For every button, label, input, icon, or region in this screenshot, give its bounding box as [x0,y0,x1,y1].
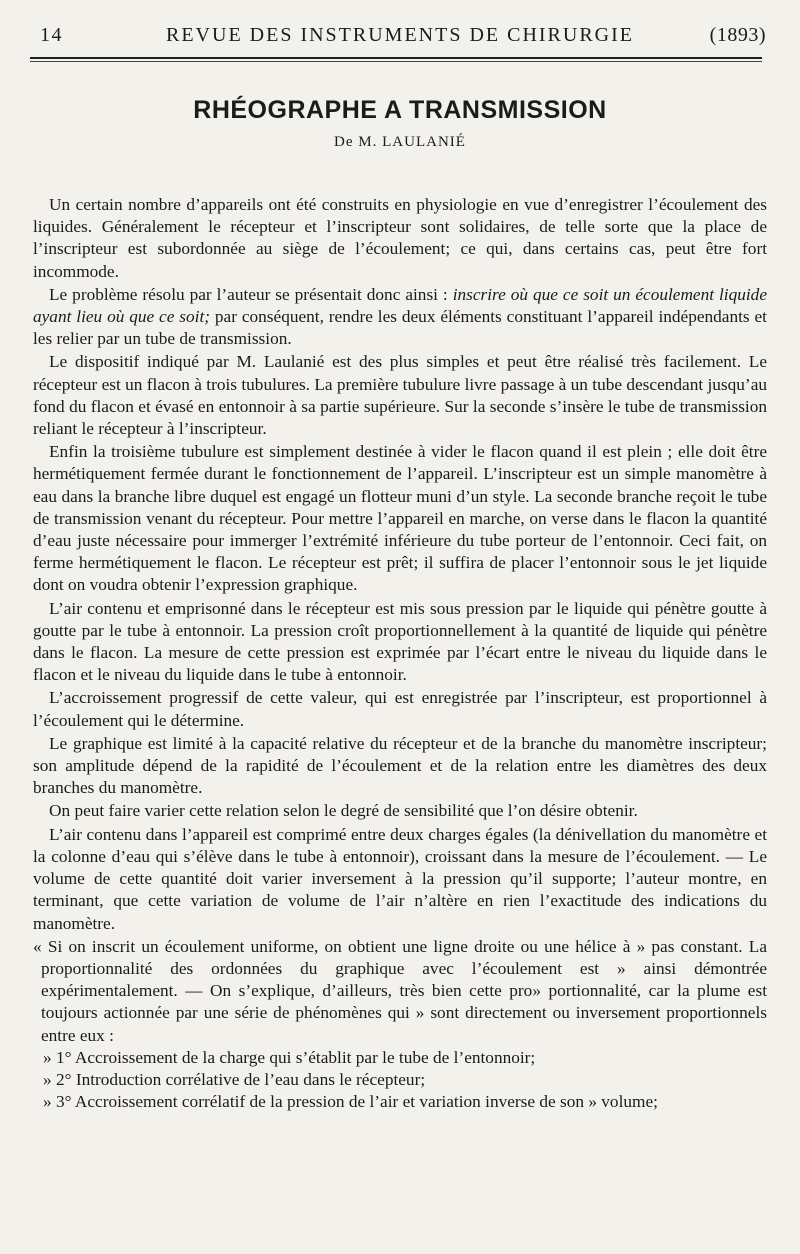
quote-item: » 2° Introduction corrélative de l’eau dans le récepteur; [43,1069,426,1089]
header-rule [30,57,762,59]
paragraph-text: Le problème résolu par l’auteur se présentait donc ainsi : [49,284,453,304]
journal-year: (1893) [709,24,766,46]
paragraph: Un certain nombre d’appareils ont été construits en physiologie en vue d’enregistrer l’écoulement des liquides. Généralement le récepteur et l’inscripteur sont solidaires, de telle sorte que la place de l’inscripteur est subordonnée au siège de l’écoulement; ce qui, dans certains cas, peut être fort incommode. [33,195,767,281]
quote-paragraph: « Si on inscrit un écoulement uniforme, on obtient une ligne droite ou une hélice à » pas constant. La proportionnalité des ordonnées du graphique avec l’écoulement est » ainsi démontrée expérimentalement. — On s’explique, d’ailleurs, très bien cette pro» portionnalité, car la plume est toujours actionnée par une série de phénomènes qui » sont directement ou inversement proportionnels entre eux : [33,936,767,1045]
journal-title: REVUE DES INSTRUMENTS DE CHIRURGIE [166,24,634,46]
paragraph: L’air contenu et emprisonné dans le récepteur est mis sous pression par le liquide qui pénètre goutte à goutte par le tube à entonnoir. La pression croît proportionnellement à la quantité de liquide qui pénètre dans le flacon. La mesure de cette pression est exprimée par l’écart entre le niveau du liquide dans le flacon et le niveau du liquide dans le tube à entonnoir. [33,598,767,685]
paragraph: Le dispositif indiqué par M. Laulanié est des plus simples et peut être réalisé très facilement. Le récepteur est un flacon à trois tubulures. La première tubulure livre passage à un tube descendant jusqu’au fond du flacon et évasé en entonnoir à sa partie supérieure. Sur la seconde s’insère le tube de transmission reliant le récepteur à l’inscripteur. [33,352,767,439]
paragraph-text: par conséquent, rendre les deux éléments constituant l’appareil indépendants et les relier par un tube de transmission. [33,307,767,349]
page-number: 14 [40,24,63,46]
quote-item: » 1° Accroissement de la charge qui s’établit par le tube de l’entonnoir; [43,1047,536,1067]
quotation [33,936,767,1114]
article-body [33,194,767,1113]
article-title: RHÉOGRAPHE A TRANSMISSION [193,96,607,124]
paragraph [33,284,767,351]
paragraph: Enfin la troisième tubulure est simplement destinée à vider le flacon quand il est plein ; elle doit être hermétiquement fermée durant le fonctionnement de l’appareil. L’inscripteur est un simple manomètre à eau dans la branche libre duquel est engagé un flotteur muni d’un style. La seconde branche reçoit le tube de transmission venant du récepteur. Pour mettre l’appareil en marche, on verse dans le flacon la quantité d’eau juste nécessaire pour immerger l’extrémité inférieure du tube porteur de l’entonnoir. Ceci fait, on ferme hermétiquement le flacon. Le récepteur est prêt; il suffira de placer l’entonnoir sous le jet liquide dont on voudra obtenir l’expression graphique. [33,442,767,595]
running-header [34,24,766,52]
header-rule-thin [30,61,762,62]
paragraph: L’accroissement progressif de cette valeur, qui est enregistrée par l’inscripteur, est proportionnel à l’écoulement qui le détermine. [33,688,767,730]
article-author: De M. LAULANIÉ [334,134,466,150]
italic-phrase: inscrire où que ce soit un écoulement liquide ayant lieu où que ce soit; [33,284,767,327]
quote-item: » 3° Accroissement corrélatif de la pression de l’air et variation inverse de son » volume; [43,1092,658,1112]
paragraph: L’air contenu dans l’appareil est comprimé entre deux charges égales (la dénivellation du manomètre et la colonne d’eau qui s’élève dans le tube à entonnoir), croissant dans la mesure de l’écoulement. — Le volume de cette quantité doit varier inversement à la pression qu’il supporte; l’auteur montre, en terminant, que cette variation de volume de l’air n’altère en rien l’exactitude des indications du manomètre. [33,824,767,933]
paragraph: Le graphique est limité à la capacité relative du récepteur et de la branche du manomètre inscripteur; son amplitude dépend de la rapidité de l’écoulement et de la relation entre les diamètres des deux branches du manomètre. [33,733,767,798]
paragraph: On peut faire varier cette relation selon le degré de sensibilité que l’on désire obtenir. [49,801,638,821]
